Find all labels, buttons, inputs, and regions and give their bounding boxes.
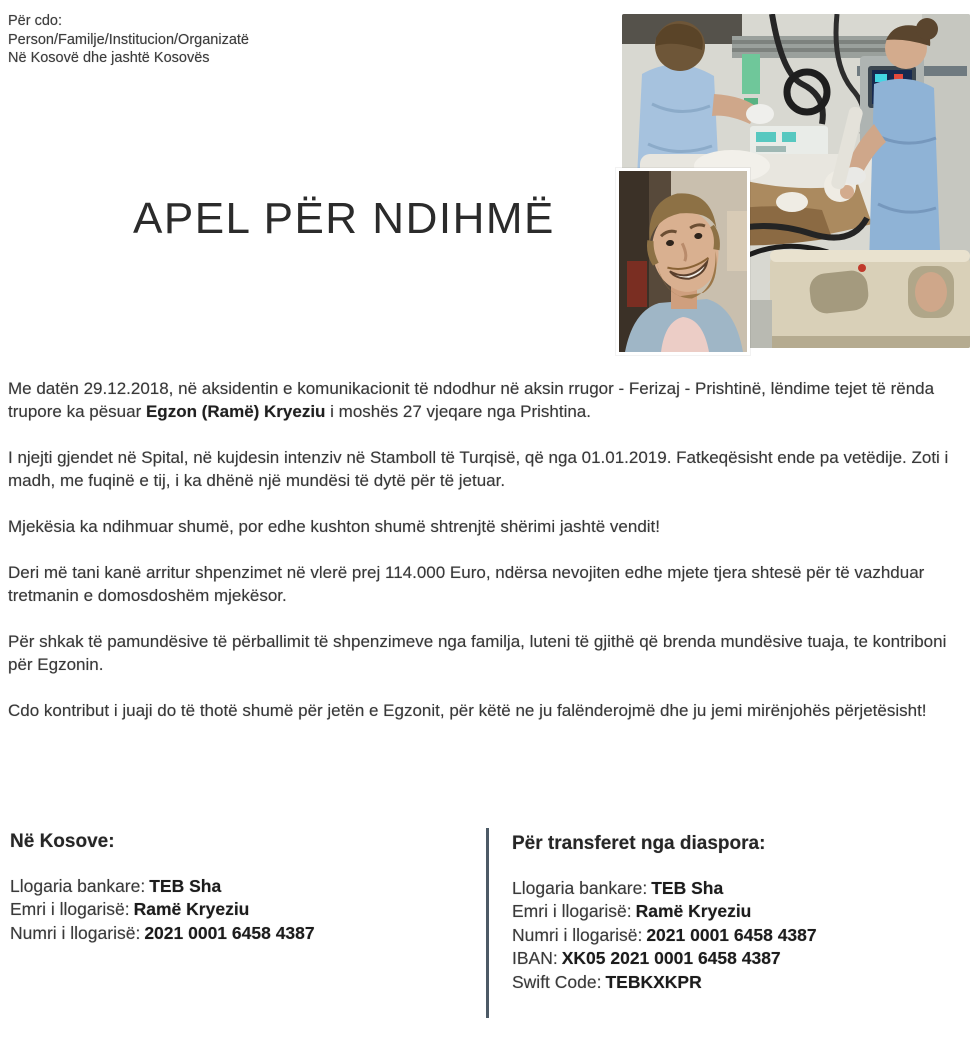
- recipient-line-2: Person/Familje/Institucion/Organizatë: [8, 31, 249, 48]
- portrait-photo: [616, 168, 750, 355]
- paragraph-accident: [8, 377, 970, 423]
- paragraph-medicine: Mjekësia ka ndihmuar shumë, por edhe kushton shumë shtrenjtë shërimi jashtë vendit!: [8, 517, 661, 536]
- recipient-line-3: Në Kosovë dhe jashtë Kosovës: [8, 50, 210, 66]
- bank-section-diaspora: [512, 832, 962, 994]
- bank-label: Numri i llogarisë:: [10, 922, 141, 943]
- paragraph-thanks: Cdo kontribut i juaji do të thotë shumë për jetën e Egzonit, për këtë ne ju falënderojmë dhe ju jemi mirënjohës përjetësisht!: [8, 701, 927, 720]
- paragraph-costs: Deri më tani kanë arritur shpenzimet në vlerë prej 114.000 Euro, ndërsa nevojiten edhe mjete tjera shtesë për të vazhduar tretmanin e domosdoshëm mjekësor.: [8, 563, 925, 605]
- recipient-block: [8, 12, 249, 68]
- portrait-illustration: [619, 171, 747, 352]
- bank-diaspora-row-swift: [512, 971, 962, 995]
- page-title: APEL PËR NDIHMË: [133, 194, 555, 243]
- bank-value: Ramë Kryeziu: [635, 901, 752, 921]
- paragraph-hospital: I njejti gjendet në Spital, në kujdesin intenziv në Stamboll të Turqisë, që nga 01.01.2019. Fatkeqësisht ende pa vetëdije. Zoti i madh, me fuqinë e tij, i ka dhënë një mundësi të dytë për të jetuar.: [8, 448, 949, 490]
- section-divider: [486, 828, 489, 1018]
- bank-kosovo-row-number: [10, 922, 450, 946]
- bank-section-kosovo: [10, 830, 450, 945]
- bank-label: IBAN:: [512, 948, 558, 968]
- bank-label: Numri i llogarisë:: [512, 924, 643, 945]
- bank-value: XK05 2021 0001 6458 4387: [561, 948, 781, 968]
- bank-kosovo-row-name: [10, 898, 450, 922]
- bank-value: TEB Sha: [149, 875, 222, 896]
- paragraph-request: Për shkak të pamundësive të përballimit të shpenzimeve nga familja, luteni të gjithë që brenda mundësive tuaja, te kontriboni për Egzonin.: [8, 632, 947, 674]
- bank-diaspora-row-number: [512, 924, 962, 948]
- bank-label: Emri i llogarisë:: [512, 901, 632, 921]
- bank-kosovo-row-bank: [10, 875, 450, 899]
- bank-value: 2021 0001 6458 4387: [646, 924, 817, 945]
- recipient-line-1: Për cdo:: [8, 13, 62, 29]
- bank-label: Swift Code:: [512, 971, 602, 992]
- bank-kosovo-heading: Në Kosove:: [10, 831, 115, 852]
- body-copy: [8, 377, 970, 745]
- bank-value: TEB Sha: [651, 877, 724, 898]
- bank-diaspora-row-iban: [512, 947, 962, 971]
- paragraph-accident-tail: i moshës 27 vjeqare nga Prishtina.: [325, 402, 591, 421]
- bank-label: Llogaria bankare:: [10, 875, 146, 896]
- bank-value: TEBKXKPR: [605, 971, 702, 992]
- bank-label: Emri i llogarisë:: [10, 899, 130, 919]
- bank-value: 2021 0001 6458 4387: [144, 922, 315, 943]
- bank-diaspora-row-name: [512, 900, 962, 924]
- paragraph-accident-text: Me datën 29.12.2018, në aksidentin e komunikacionit të ndodhur në aksin rrugor - Ferizaj - Prishtinë, lëndime tejet të rënda trupore ka pësuar: [8, 379, 935, 421]
- bank-diaspora-row-bank: [512, 877, 962, 901]
- bank-label: Llogaria bankare:: [512, 877, 648, 898]
- victim-name: Egzon (Ramë) Kryeziu: [145, 402, 326, 421]
- bank-diaspora-heading: Për transferet nga diaspora:: [512, 833, 766, 854]
- bank-value: Ramë Kryeziu: [133, 899, 250, 919]
